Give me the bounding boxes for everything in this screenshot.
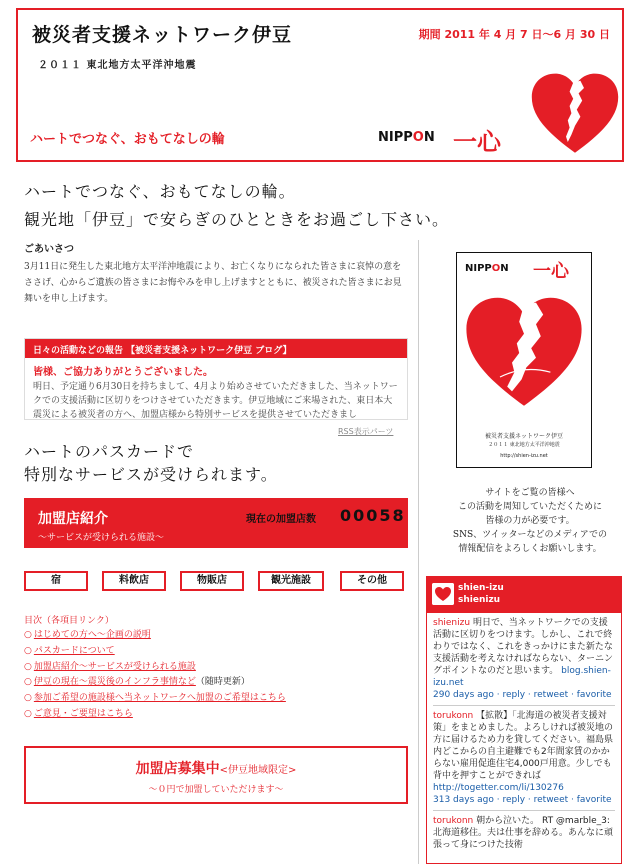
member-shops-subtitle: 〜サービスが受けられる施設〜 <box>38 533 165 543</box>
passcard-line-1: ハートのパスカードで <box>24 442 195 461</box>
circle-bullet-icon: ○ <box>24 645 32 656</box>
tweet-item <box>433 613 615 706</box>
category-button-other[interactable]: その他 <box>340 571 404 591</box>
tweet-user[interactable]: torukonn <box>433 711 474 721</box>
member-shops-banner[interactable] <box>24 498 408 548</box>
toc-title: 目次（各項目リンク） <box>24 616 114 626</box>
toc-link-intro[interactable]: はじめての方へ〜企画の説明 <box>33 630 151 640</box>
isshin-logo: 一心 <box>453 128 501 156</box>
toc-item <box>24 644 286 660</box>
tweet-link[interactable]: blog.shien-izu.net <box>433 666 611 688</box>
toc-link-join[interactable]: 参加ご希望の施設様へ当ネットワークへ加盟のご希望はこちら <box>33 693 286 704</box>
hero-line-1: ハートでつなぐ、おもてなしの輪。 <box>24 182 296 201</box>
nippon-logo: NIPPON <box>378 130 435 145</box>
poster-isshin-logo: 一心 <box>533 261 569 282</box>
twitter-widget-header <box>427 577 621 613</box>
poster-title: 被災者支援ネットワーク伊豆 <box>484 433 563 440</box>
poster-heart-icon <box>463 293 585 413</box>
tweet-list <box>427 613 621 855</box>
toc-list <box>24 628 286 723</box>
poster-subtitle: ２０１１ 東北地方太平洋沖地震 <box>488 442 560 448</box>
campaign-period: 期間 2011 年 4 月 7 日〜6 月 30 日 <box>418 28 610 41</box>
twitter-widget <box>426 576 622 864</box>
column-divider <box>418 240 419 864</box>
header-banner <box>16 8 624 162</box>
category-button-shop[interactable]: 物販店 <box>180 571 244 591</box>
poster-url: http://shien-izu.net <box>500 453 548 459</box>
category-button-restaurant[interactable]: 料飲店 <box>102 571 166 591</box>
recruit-subtitle: 〜０円で加盟していただけます〜 <box>148 785 284 795</box>
heart-japan-icon <box>530 70 620 160</box>
tweet-item <box>433 811 615 855</box>
circle-bullet-icon: ○ <box>24 693 32 704</box>
toc-item <box>24 675 286 691</box>
toc-link-feedback[interactable]: ご意見・ご要望はこちら <box>33 708 133 719</box>
toc-item <box>24 660 286 676</box>
recruit-banner[interactable] <box>24 746 408 804</box>
sidebar-message-line: この活動を周知していただくために <box>457 502 602 512</box>
sidebar-message-line: 情報配信をよろしくお願いします。 <box>458 544 602 554</box>
greeting-title: ごあいさつ <box>24 244 74 255</box>
site-subtitle: ２０１１ 東北地方太平洋沖地震 <box>38 60 197 71</box>
blog-feed <box>24 338 408 420</box>
tweet-meta[interactable]: 313 days ago · reply · retweet · favorite <box>433 795 612 805</box>
tweet-link[interactable]: http://togetter.com/li/130276 <box>433 783 564 793</box>
twitter-account[interactable] <box>458 582 504 606</box>
sidebar-message-line: SNS、ツイッターなどのメディアでの <box>452 530 608 540</box>
circle-bullet-icon: ○ <box>24 708 32 719</box>
passcard-line-2: 特別なサービスが受けられます。 <box>24 465 278 484</box>
category-button-lodging[interactable]: 宿 <box>24 571 88 591</box>
member-count: 00058 <box>340 506 406 525</box>
hero-message <box>24 178 449 234</box>
category-button-sightseeing[interactable]: 観光施設 <box>258 571 324 591</box>
hero-line-2: 観光地「伊豆」で安らぎのひとときをお過ごし下さい。 <box>24 210 450 229</box>
banner-slogan: ハートでつなぐ、おもてなしの輪 <box>30 132 225 147</box>
tweet-item <box>433 706 615 811</box>
tweet-text: 朝から泣いた。 RT @marble_3: 北海道移住。夫は仕事を辞める。あんなに頑張って身につけた技術 <box>433 816 614 850</box>
blog-entry-body: 明日、予定通り6月30日を持ちまして、4月より始めさせていただきました、当ネットワークでの支援活動に区切りをつけさせていただきます。伊豆地域にご来場された、東日本大震災による被災者の方へ、加盟店様から特別サービスを提供させていただきまし <box>33 382 398 420</box>
circle-bullet-icon: ○ <box>24 630 32 640</box>
tweet-user[interactable]: shienizu <box>433 618 471 628</box>
campaign-poster[interactable] <box>456 252 592 468</box>
toc-suffix: （随時更新） <box>195 677 250 688</box>
twitter-screen-name: shien-izu <box>458 583 504 593</box>
toc-item <box>24 691 286 707</box>
tweet-user[interactable]: torukonn <box>433 816 474 826</box>
blog-feed-header[interactable]: 日々の活動などの報告 【被災者支援ネットワーク伊豆 ブログ】 <box>25 339 407 358</box>
member-shops-title: 加盟店紹介 <box>38 511 108 527</box>
recruit-title: 加盟店募集中<伊豆地域限定> <box>135 761 297 777</box>
site-title[interactable]: 被災者支援ネットワーク伊豆 <box>32 24 293 46</box>
member-count-label: 現在の加盟店数 <box>246 514 316 525</box>
rss-parts-link[interactable]: RSS表示パーツ <box>338 427 394 436</box>
toc-item <box>24 707 286 723</box>
circle-bullet-icon: ○ <box>24 677 32 688</box>
sidebar-message-line: サイトをご覧の皆様へ <box>485 488 575 498</box>
toc-link-passcard[interactable]: パスカードについて <box>33 645 115 656</box>
tweet-text: 明日で、当ネットワークでの支援活動に区切りをつけます。しかし、これで終わりではなく、これをきっかけにまた新たな支援活動を考えなければならない、ターニングポイントなのだと思います。 <box>433 618 614 676</box>
blog-entry-title[interactable]: 皆様、ご協力ありがとうございました。 <box>33 367 213 378</box>
toc-link-member-shops[interactable]: 加盟店紹介〜サービスが受けられる施設 <box>33 661 196 672</box>
toc-item <box>24 628 286 644</box>
twitter-handle: shienizu <box>458 595 501 605</box>
sidebar-message <box>428 486 632 556</box>
sidebar-message-line: 皆様の力が必要です。 <box>485 516 575 526</box>
tweet-text: 【拡散】「北海道の被災者支援対策」をまとめました。よろしければ被災地の方に届けるため力を貸してください。福島県内どこからの自主避難でも2年間家賃のかからない雇用促進住宅4,000戸用意。少しでも背中を押すことができれば <box>433 711 614 781</box>
profile-avatar[interactable] <box>432 583 454 605</box>
tweet-meta[interactable]: 290 days ago · reply · retweet · favorite <box>433 690 612 700</box>
poster-nippon-logo: NIPPON <box>465 263 509 274</box>
greeting-body: 3月11日に発生した東北地方太平洋沖地震により、お亡くなりになられた皆さまに哀悼の意をささげ、心からご遺族の皆さまにお悔やみを申し上げますとともに、被災された皆さまにお見舞いを申し上げます。 <box>24 262 402 304</box>
passcard-message <box>24 440 278 486</box>
toc-link-izu-now[interactable]: 伊豆の現在〜震災後のインフラ事情など <box>33 677 196 688</box>
circle-bullet-icon: ○ <box>24 661 32 672</box>
